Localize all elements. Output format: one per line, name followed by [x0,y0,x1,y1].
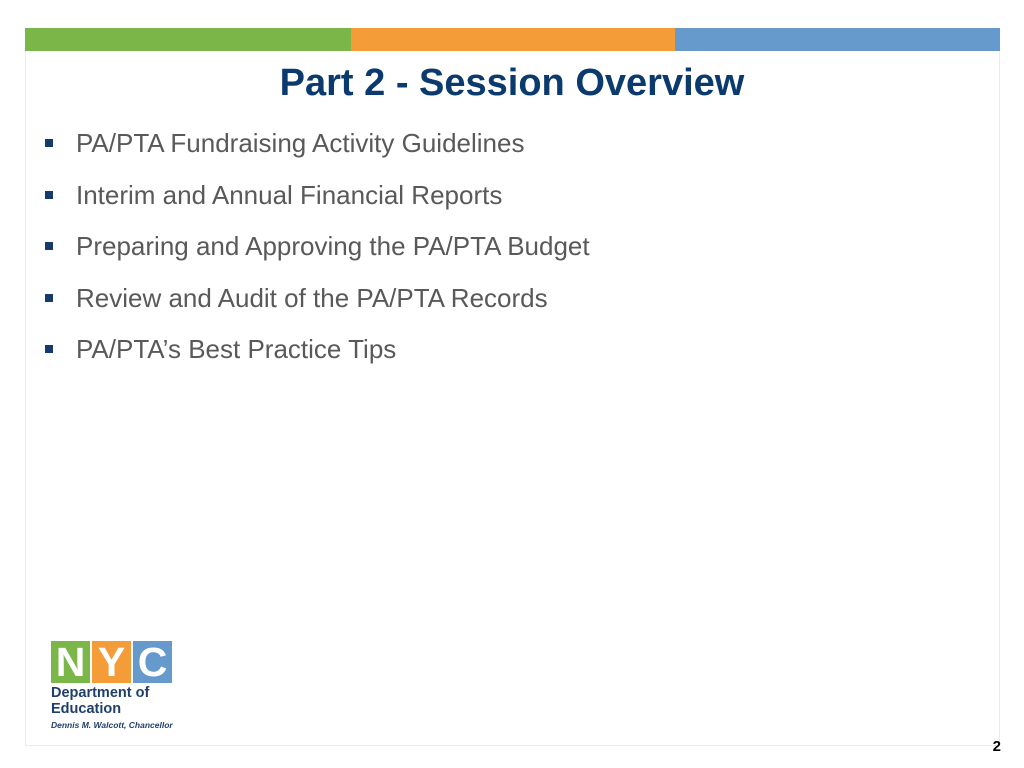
bullet-item [45,279,590,331]
square-bullet-icon [45,139,53,147]
bullet-item [45,124,590,176]
bullet-item [45,227,590,279]
dept-line-2: Education [51,701,122,717]
color-band-blue [675,28,1000,51]
nyc-logo-mark [51,641,181,683]
bullet-text: Review and Audit of the PA/PTA Records [76,282,548,313]
bullet-text: PA/PTA Fundraising Activity Guidelines [76,128,525,158]
logo-letter-y: Y [92,641,131,683]
color-band-green [25,28,351,51]
dept-line-1: Department of [51,685,150,701]
page-number: 2 [992,738,1001,755]
bullet-text: PA/PTA’s Best Practice Tips [76,334,397,364]
bullet-text: Preparing and Approving the PA/PTA Budget [76,231,590,261]
color-band-orange [351,28,675,51]
slide-title: Part 2 - Session Overview [279,62,745,104]
dept-name [51,685,181,717]
square-bullet-icon [45,294,53,302]
logo-letter-n: N [51,641,90,683]
nyc-doe-logo [51,641,181,733]
bullet-item [45,176,590,228]
logo-letter-c: C [133,641,172,683]
square-bullet-icon [45,345,53,353]
square-bullet-icon [45,191,53,199]
chancellor-line: Dennis M. Walcott, Chancellor [51,720,173,730]
bullet-item [45,330,590,382]
square-bullet-icon [45,242,53,250]
bullet-text: Interim and Annual Financial Reports [76,179,503,210]
bullet-list [45,124,590,382]
